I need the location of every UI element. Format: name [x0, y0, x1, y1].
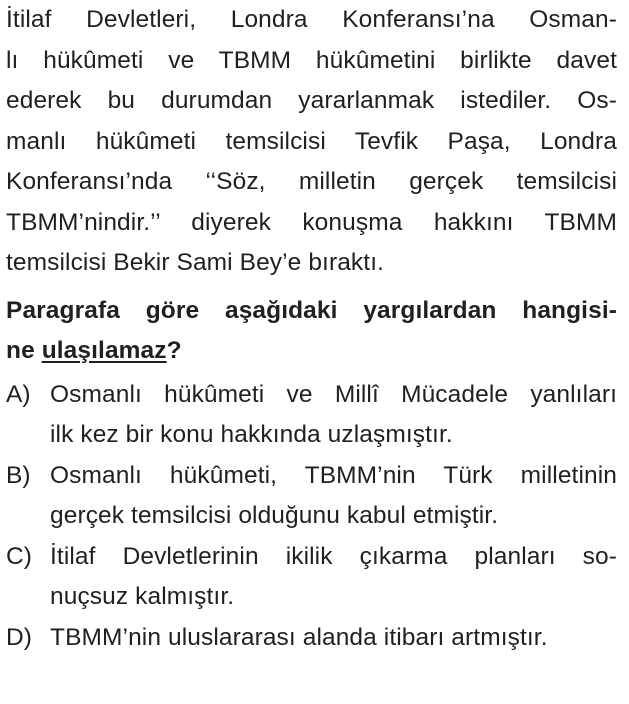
- option-b-letter: B): [6, 461, 31, 489]
- option-b-line-2: gerçek temsilcisi olduğunu kabul etmiştir.: [50, 502, 499, 529]
- passage-line-4: manlı hükûmeti temsilcisi Tevfik Paşa, Londra: [6, 127, 617, 155]
- option-a-letter: A): [6, 380, 31, 408]
- option-b-line-1: Osmanlı hükûmeti, TBMM’nin Türk milletinin: [50, 461, 617, 489]
- passage-line-2: lı hükûmeti ve TBMM hükûmetini birlikte davet: [6, 46, 617, 74]
- option-c[interactable]: [6, 537, 617, 618]
- question-stem: [6, 291, 617, 372]
- passage-line-6: TBMM’nindir.’’ diyerek konuşma hakkını TBMM: [6, 208, 617, 236]
- passage-line-3: ederek bu durumdan yararlanmak istediler. Os-: [6, 87, 617, 114]
- option-a-line-1: Osmanlı hükûmeti ve Millî Mücadele yanlıları: [50, 380, 617, 408]
- option-c-line-2: nuçsuz kalmıştır.: [50, 583, 235, 610]
- passage-line-1: İtilaf Devletleri, Londra Konferansı’na Osman-: [6, 6, 617, 33]
- option-a-line-2: ilk kez bir konu hakkında uzlaşmıştır.: [50, 421, 453, 448]
- question-mark: ?: [166, 337, 182, 364]
- option-a[interactable]: [6, 375, 617, 456]
- option-c-line-1: İtilaf Devletlerinin ikilik çıkarma planları so-: [50, 542, 617, 570]
- question-line-2-prefix: ne: [6, 337, 42, 364]
- option-d[interactable]: [6, 618, 617, 659]
- question-line-1: Paragrafa göre aşağıdaki yargılardan hangisi-: [6, 296, 617, 324]
- passage: [6, 0, 617, 284]
- passage-line-7: temsilcisi Bekir Sami Bey’e bıraktı.: [6, 249, 385, 276]
- option-c-letter: C): [6, 542, 32, 570]
- option-d-letter: D): [6, 623, 32, 651]
- passage-line-5: Konferansı’nda ‘‘Söz, milletin gerçek temsilcisi: [6, 168, 617, 195]
- answer-options: [6, 375, 617, 659]
- question-line-2: [6, 331, 617, 372]
- question-negation-keyword: ulaşılamaz: [41, 337, 167, 364]
- option-d-line-1: TBMM’nin uluslararası alanda itibarı artmıştır.: [50, 623, 548, 651]
- option-b[interactable]: [6, 456, 617, 537]
